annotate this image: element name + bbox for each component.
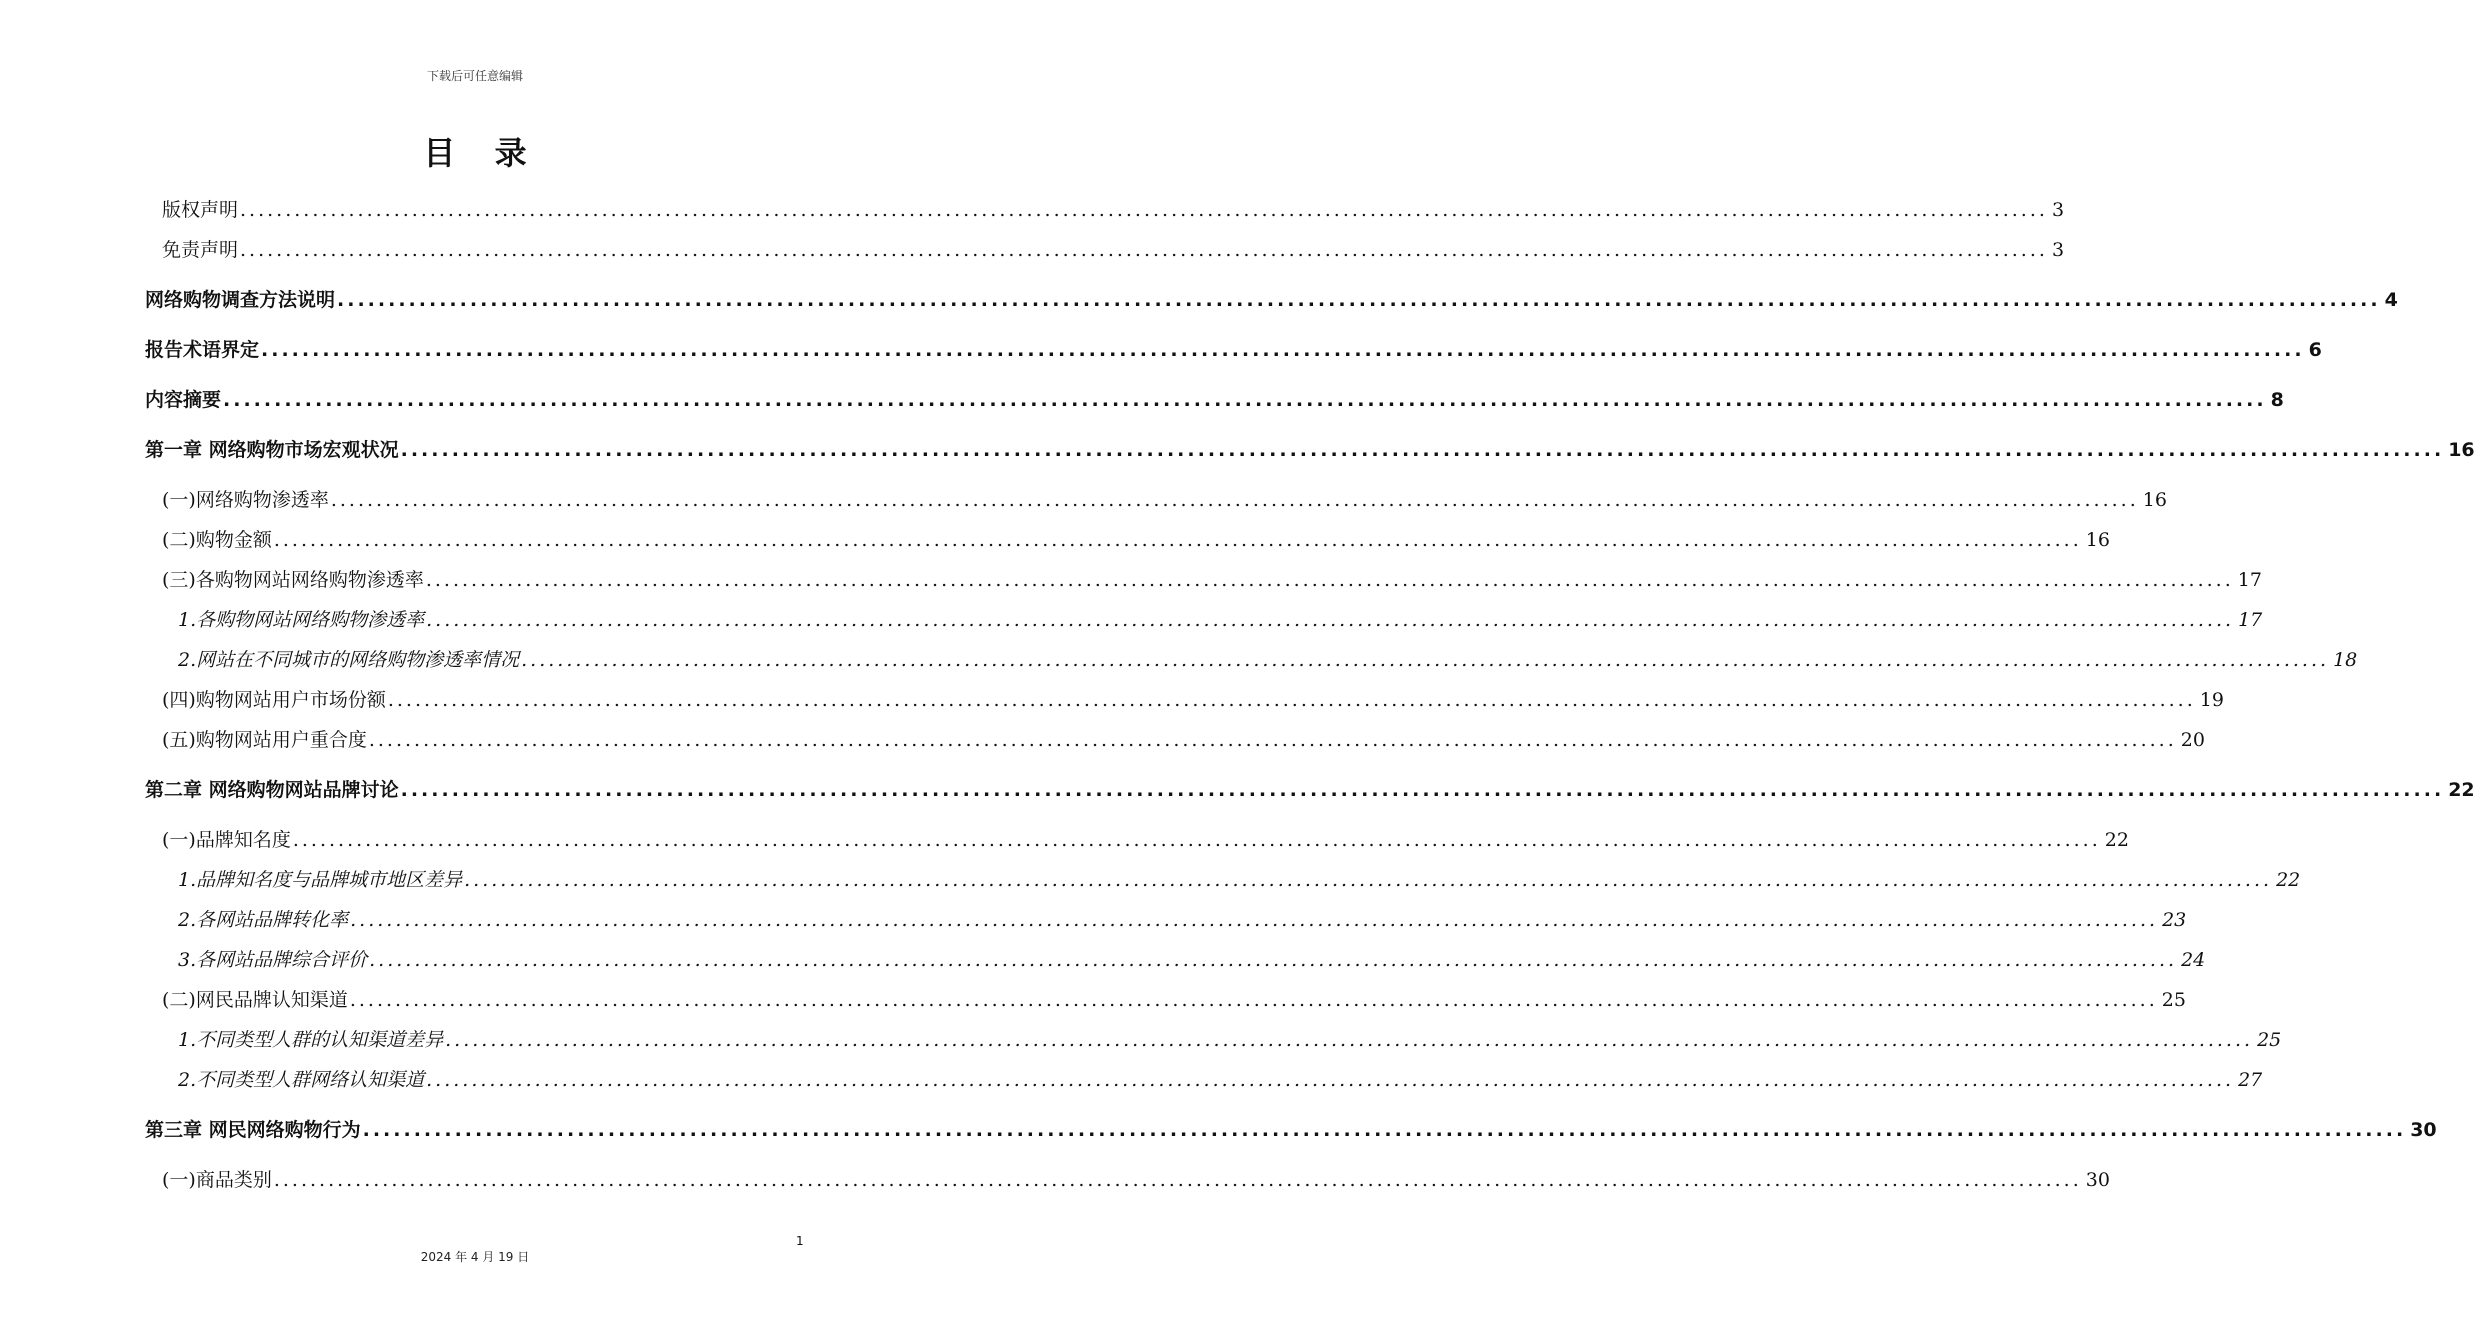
toc-entry-page: 20 <box>2180 729 2205 751</box>
toc-entry-page: 22 <box>2276 869 2301 891</box>
toc-entry-page: 30 <box>2085 1169 2110 1191</box>
toc-entry-page: 25 <box>2161 989 2186 1011</box>
toc-entry[interactable] <box>162 986 2186 1014</box>
toc-entry-label: 第三章 网民网络购物行为 <box>145 1119 361 1141</box>
toc-entry-label: 1.品牌知名度与品牌城市地区差异 <box>178 869 463 891</box>
toc-entry[interactable] <box>162 726 2205 754</box>
toc-dot-leader: ........................................................................................................................................................................................................ <box>426 609 2235 631</box>
toc-entry-label: 报告术语界定 <box>145 339 260 361</box>
toc-dot-leader: ........................................................................................................................................................................................................ <box>350 909 2159 931</box>
toc-entry-label: (一)商品类别 <box>162 1169 272 1191</box>
toc-dot-leader: ........................................................................................................................................................................................................ <box>400 439 2445 461</box>
toc-entry-page: 18 <box>2333 649 2358 671</box>
toc-entry-page: 24 <box>2181 949 2206 971</box>
toc-entry[interactable] <box>162 486 2167 514</box>
toc-entry-label: 2.各网站品牌转化率 <box>178 909 349 931</box>
toc-entry[interactable] <box>162 526 2110 554</box>
toc-entry-page: 8 <box>2270 389 2284 411</box>
toc-dot-leader: ........................................................................................................................................................................................................ <box>273 529 2082 551</box>
toc-entry-page: 19 <box>2199 689 2224 711</box>
toc-entry-page: 16 <box>2142 489 2167 511</box>
toc-entry-label: 1.不同类型人群的认知渠道差异 <box>178 1029 444 1051</box>
toc-dot-leader: ........................................................................................................................................................................................................ <box>349 989 2158 1011</box>
toc-entry-page: 4 <box>2384 289 2398 311</box>
toc-dot-leader: ........................................................................................................................................................................................................ <box>330 489 2139 511</box>
toc-dot-leader: ........................................................................................................................................................................................................ <box>292 829 2101 851</box>
page-header: 下载后可任意编辑 <box>426 69 523 83</box>
toc-entry-page: 23 <box>2162 909 2187 931</box>
toc-dot-leader: ........................................................................................................................................................................................................ <box>400 779 2445 801</box>
toc-entry-page: 22 <box>2448 779 2475 801</box>
toc-entry[interactable] <box>145 776 2475 804</box>
toc-entry-page: 3 <box>2051 239 2065 261</box>
toc-dot-leader: ........................................................................................................................................................................................................ <box>369 949 2178 971</box>
toc-entry-label: 第二章 网络购物网站品牌讨论 <box>145 779 399 801</box>
toc-entry[interactable] <box>178 606 2263 634</box>
toc-entry-page: 30 <box>2410 1119 2437 1141</box>
toc-entry[interactable] <box>178 646 2358 674</box>
toc-entry-label: (一)网络购物渗透率 <box>162 489 329 511</box>
toc-dot-leader: ........................................................................................................................................................................................................ <box>261 339 2305 361</box>
toc-entry[interactable] <box>178 1066 2263 1094</box>
toc-entry-label: (二)购物金额 <box>162 529 272 551</box>
toc-dot-leader: ........................................................................................................................................................................................................ <box>362 1119 2407 1141</box>
toc-dot-leader: ........................................................................................................................................................................................................ <box>521 649 2330 671</box>
toc-dot-leader: ........................................................................................................................................................................................................ <box>240 199 2048 221</box>
toc-entry-page: 16 <box>2085 529 2110 551</box>
toc-entry[interactable] <box>162 1166 2110 1194</box>
toc-dot-leader: ........................................................................................................................................................................................................ <box>273 1169 2082 1191</box>
toc-title: 目 录 <box>423 134 541 172</box>
toc-entry-label: 3.各网站品牌综合评价 <box>178 949 368 971</box>
toc-entry-page: 27 <box>2238 1069 2263 1091</box>
toc-dot-leader: ........................................................................................................................................................................................................ <box>445 1029 2254 1051</box>
toc-entry-label: (四)购物网站用户市场份额 <box>162 689 386 711</box>
toc-dot-leader: ........................................................................................................................................................................................................ <box>425 569 2234 591</box>
toc-dot-leader: ........................................................................................................................................................................................................ <box>464 869 2273 891</box>
toc-entry[interactable] <box>145 436 2475 464</box>
toc-entry-label: 1.各购物网站网络购物渗透率 <box>178 609 425 631</box>
toc-entry[interactable] <box>162 236 2065 264</box>
toc-entry-label: 2.网站在不同城市的网络购物渗透率情况 <box>178 649 520 671</box>
toc-entry[interactable] <box>178 946 2206 974</box>
toc-entry-page: 6 <box>2308 339 2322 361</box>
toc-entry-label: (二)网民品牌认知渠道 <box>162 989 348 1011</box>
toc-dot-leader: ........................................................................................................................................................................................................ <box>426 1069 2235 1091</box>
toc-entry-page: 22 <box>2104 829 2129 851</box>
page-footer-date: 2024 年 4 月 19 日 <box>420 1250 530 1264</box>
toc-entry-label: 内容摘要 <box>145 389 222 411</box>
toc-entry-label: 第一章 网络购物市场宏观状况 <box>145 439 399 461</box>
toc-dot-leader: ........................................................................................................................................................................................................ <box>368 729 2177 751</box>
toc-entry[interactable] <box>162 566 2262 594</box>
toc-dot-leader: ........................................................................................................................................................................................................ <box>387 689 2196 711</box>
toc-entry[interactable] <box>145 386 2284 414</box>
toc-entry-label: 版权声明 <box>162 199 239 221</box>
toc-entry-page: 17 <box>2238 609 2263 631</box>
toc-entry-label: 网络购物调查方法说明 <box>145 289 336 311</box>
toc-entry-page: 25 <box>2257 1029 2282 1051</box>
toc-entry[interactable] <box>145 1116 2437 1144</box>
toc-entry-label: (三)各购物网站网络购物渗透率 <box>162 569 424 591</box>
toc-entry[interactable] <box>162 826 2129 854</box>
toc-entry-page: 3 <box>2051 199 2065 221</box>
toc-entry-page: 16 <box>2448 439 2475 461</box>
toc-entry[interactable] <box>178 866 2301 894</box>
toc-entry[interactable] <box>178 1026 2282 1054</box>
toc-entry[interactable] <box>145 336 2322 364</box>
toc-dot-leader: ........................................................................................................................................................................................................ <box>337 289 2381 311</box>
toc-entry[interactable] <box>178 906 2187 934</box>
toc-entry-label: (五)购物网站用户重合度 <box>162 729 367 751</box>
toc-entry-page: 17 <box>2237 569 2262 591</box>
toc-dot-leader: ........................................................................................................................................................................................................ <box>223 389 2267 411</box>
toc-entry-label: 免责声明 <box>162 239 239 261</box>
toc-entry-label: 2.不同类型人群网络认知渠道 <box>178 1069 425 1091</box>
toc-entry[interactable] <box>162 686 2224 714</box>
toc-entry-label: (一)品牌知名度 <box>162 829 291 851</box>
toc-entry[interactable] <box>162 196 2065 224</box>
toc-entry[interactable] <box>145 286 2398 314</box>
toc-dot-leader: ........................................................................................................................................................................................................ <box>240 239 2048 261</box>
page-number: 1 <box>796 1234 804 1248</box>
